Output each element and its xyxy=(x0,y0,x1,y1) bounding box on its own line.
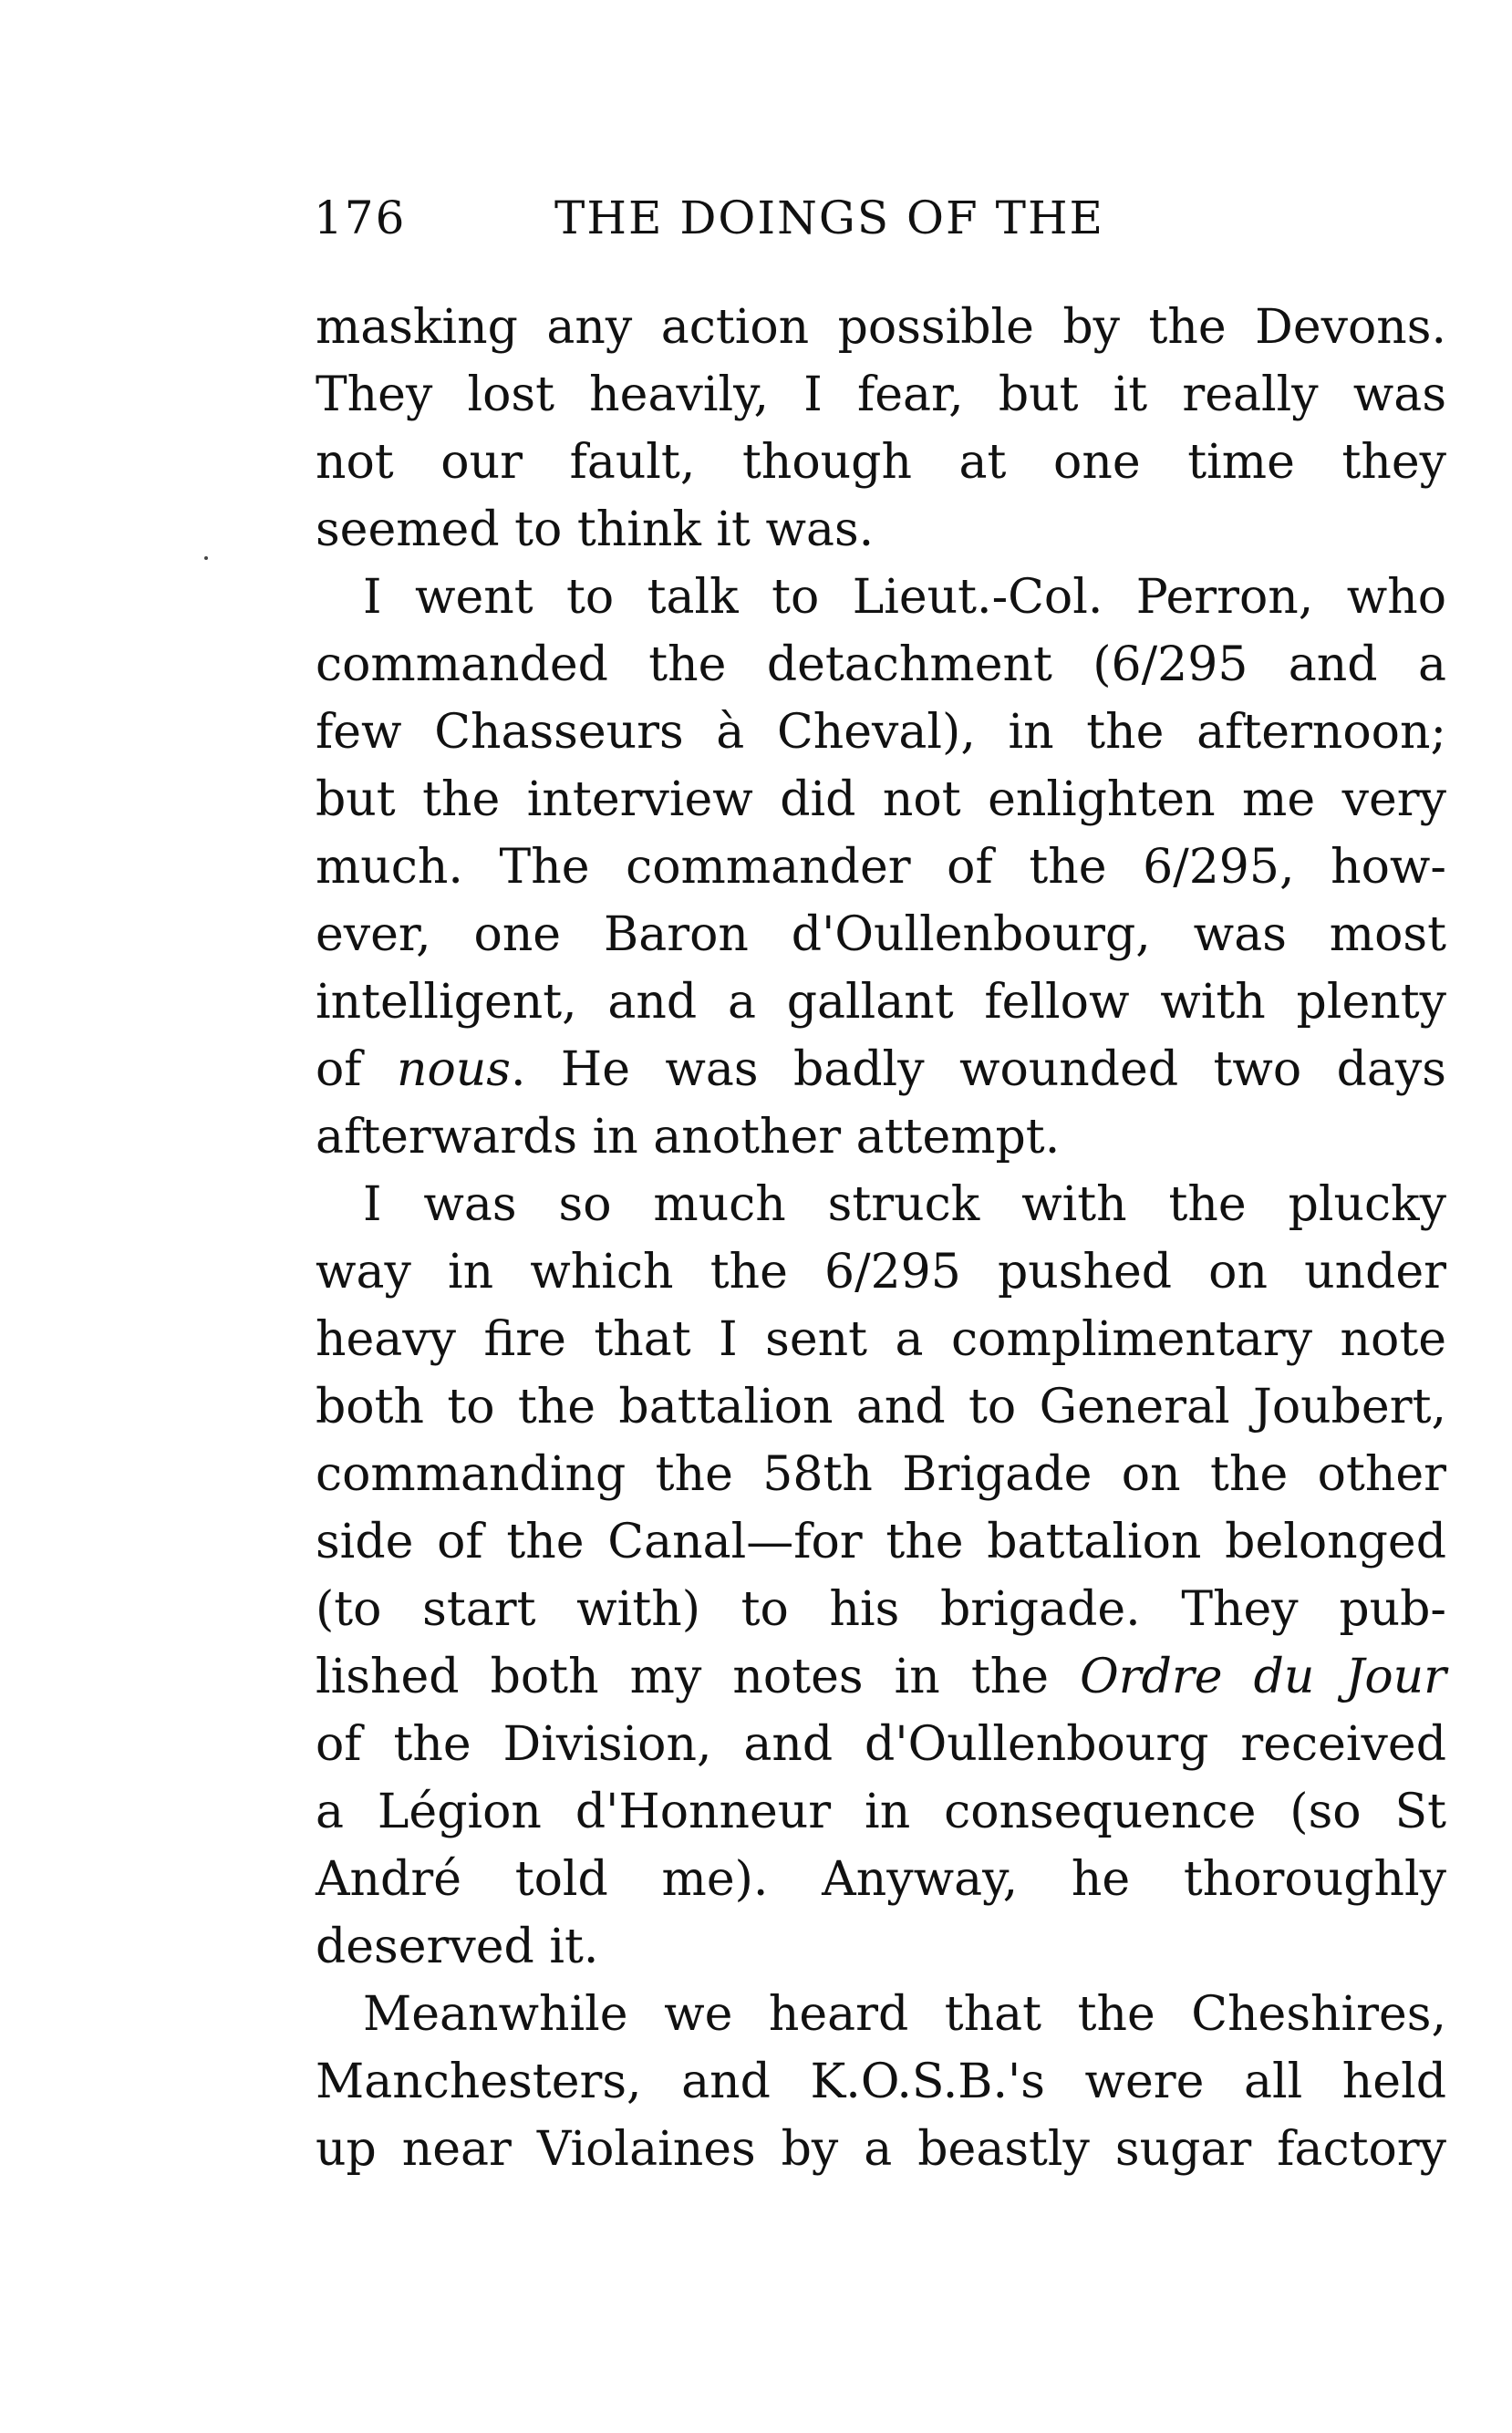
text-run: of xyxy=(316,1042,397,1097)
text-line: afterwards in another attempt. xyxy=(316,1110,1061,1165)
running-title: THE DOINGS OF THE xyxy=(554,192,1105,244)
text-line: but the interview did not enlighten me very xyxy=(316,772,1446,827)
text-line: intelligent, and a gallant fellow with plenty xyxy=(316,975,1446,1030)
text-line: masking any action possible by the Devons. xyxy=(316,300,1446,355)
text-line: a Légion d'Honneur in consequence (so St xyxy=(316,1785,1446,1839)
print-speck xyxy=(204,556,208,560)
text-line: Manchesters, and K.O.S.B.'s were all held xyxy=(316,2055,1446,2109)
paragraph-4 xyxy=(316,1981,1446,2183)
text-line: seemed to think it was. xyxy=(316,502,875,557)
italic-term: Ordre du Jour xyxy=(1080,1650,1446,1704)
text-line: way in which the 6/295 pushed on under xyxy=(316,1245,1446,1299)
text-line: deserved it. xyxy=(316,1920,599,1974)
text-line: much. The commander of the 6/295, how- xyxy=(316,840,1446,895)
running-head xyxy=(314,192,1226,246)
text-run: . He was badly wounded two days xyxy=(510,1042,1446,1097)
text-line: André told me). Anyway, he thoroughly xyxy=(316,1852,1446,1907)
text-line: of the Division, and d'Oullenbourg received xyxy=(316,1717,1446,1772)
text-line: heavy fire that I sent a complimentary note xyxy=(316,1312,1446,1367)
text-line-with-italic xyxy=(316,1036,1446,1103)
text-line: They lost heavily, I fear, but it really was xyxy=(316,368,1446,422)
page-number: 176 xyxy=(314,192,407,244)
text-line: not our fault, though at one time they xyxy=(316,435,1446,490)
paragraph-1 xyxy=(316,294,1446,564)
text-line: I was so much struck with the plucky xyxy=(363,1177,1446,1232)
paragraph-3 xyxy=(316,1171,1446,1981)
text-line: both to the battalion and to General Joubert, xyxy=(316,1380,1446,1434)
text-line: commanding the 58th Brigade on the other xyxy=(316,1447,1446,1502)
body-text xyxy=(316,294,1446,2183)
paragraph-2 xyxy=(316,564,1446,1171)
text-line-with-italic xyxy=(316,1643,1446,1711)
italic-term: nous xyxy=(396,1042,511,1097)
text-line: few Chasseurs à Cheval), in the afternoon; xyxy=(316,705,1446,760)
text-line: I went to talk to Lieut.-Col. Perron, who xyxy=(363,570,1446,625)
text-line: side of the Canal—for the battalion belonged xyxy=(316,1515,1446,1569)
text-run: lished both my notes in the xyxy=(316,1650,1081,1704)
text-line: commanded the detachment (6/295 and a xyxy=(316,637,1446,692)
text-line: up near Violaines by a beastly sugar factory xyxy=(316,2122,1446,2177)
text-line: Meanwhile we heard that the Cheshires, xyxy=(363,1987,1446,2042)
text-line: ever, one Baron d'Oullenbourg, was most xyxy=(316,907,1446,962)
text-line: (to start with) to his brigade. They pub- xyxy=(316,1582,1446,1637)
